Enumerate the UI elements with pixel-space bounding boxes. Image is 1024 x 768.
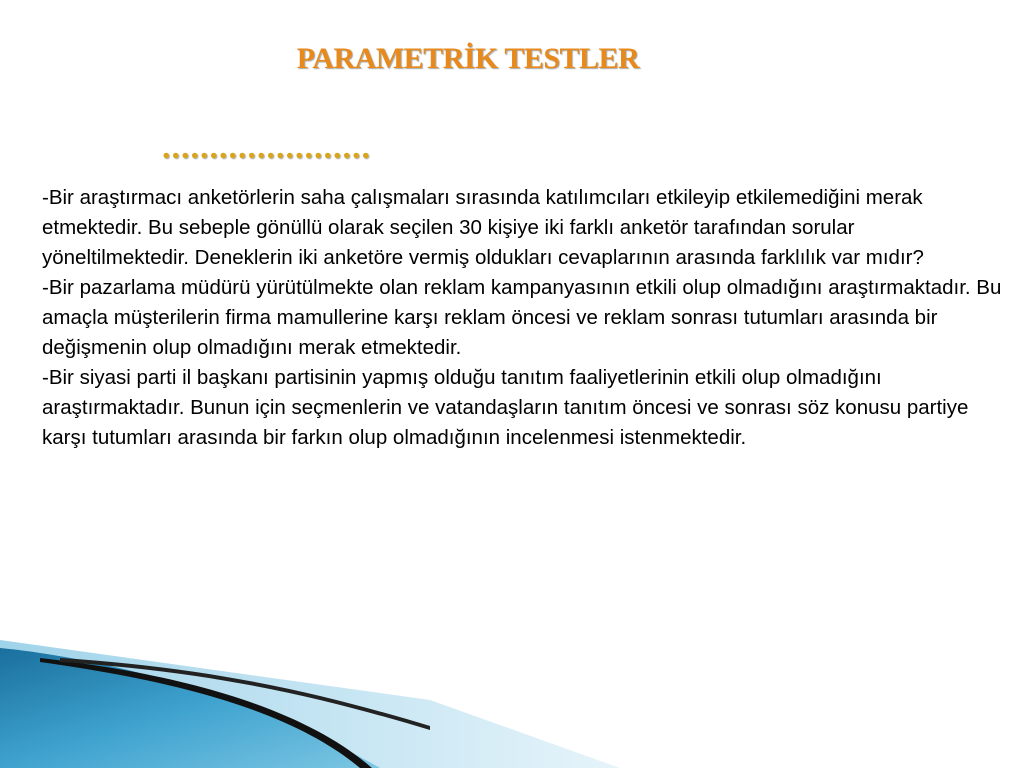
title-dots: ...................... — [162, 129, 371, 166]
footer-blue-wedge — [0, 648, 380, 768]
slide-body — [42, 183, 1002, 453]
slide-title: PARAMETRİK TESTLER — [296, 42, 640, 75]
footer-black-swoosh — [40, 658, 372, 768]
paragraph-2: -Bir pazarlama müdürü yürütülmekte olan reklam kampanyasının etkili olup olmadığını araştırmaktadır. Bu amaçla müşterilerin firma mamullerine karşı reklam öncesi ve reklam sonrası tutumları arasında bir değişmenin olup olmadığını merak etmektedir. — [42, 276, 1002, 359]
footer-black-line-upper — [60, 658, 430, 730]
paragraph-1: -Bir araştırmacı anketörlerin saha çalışmaları sırasında katılımcıları etkileyip etkilemediğini merak etmektedir. Bu sebeple gönüllü olarak seçilen 30 kişiye iki farklı anketör tarafından sorular yöneltilmektedir. Deneklerin iki anketöre vermiş oldukları cevaplarının arasında farklılık var mıdır? — [42, 186, 924, 269]
paragraph-3: -Bir siyasi parti il başkanı partisinin yapmış olduğu tanıtım faaliyetlerinin etkili olup olmadığını araştırmaktadır. Bunun için seçmenlerin ve vatandaşların tanıtım öncesi ve sonrası söz konusu partiye karşı tutumları arasında bir farkın olup olmadığının incelenmesi istenmektedir. — [42, 366, 969, 449]
footer-light-band — [0, 640, 620, 768]
